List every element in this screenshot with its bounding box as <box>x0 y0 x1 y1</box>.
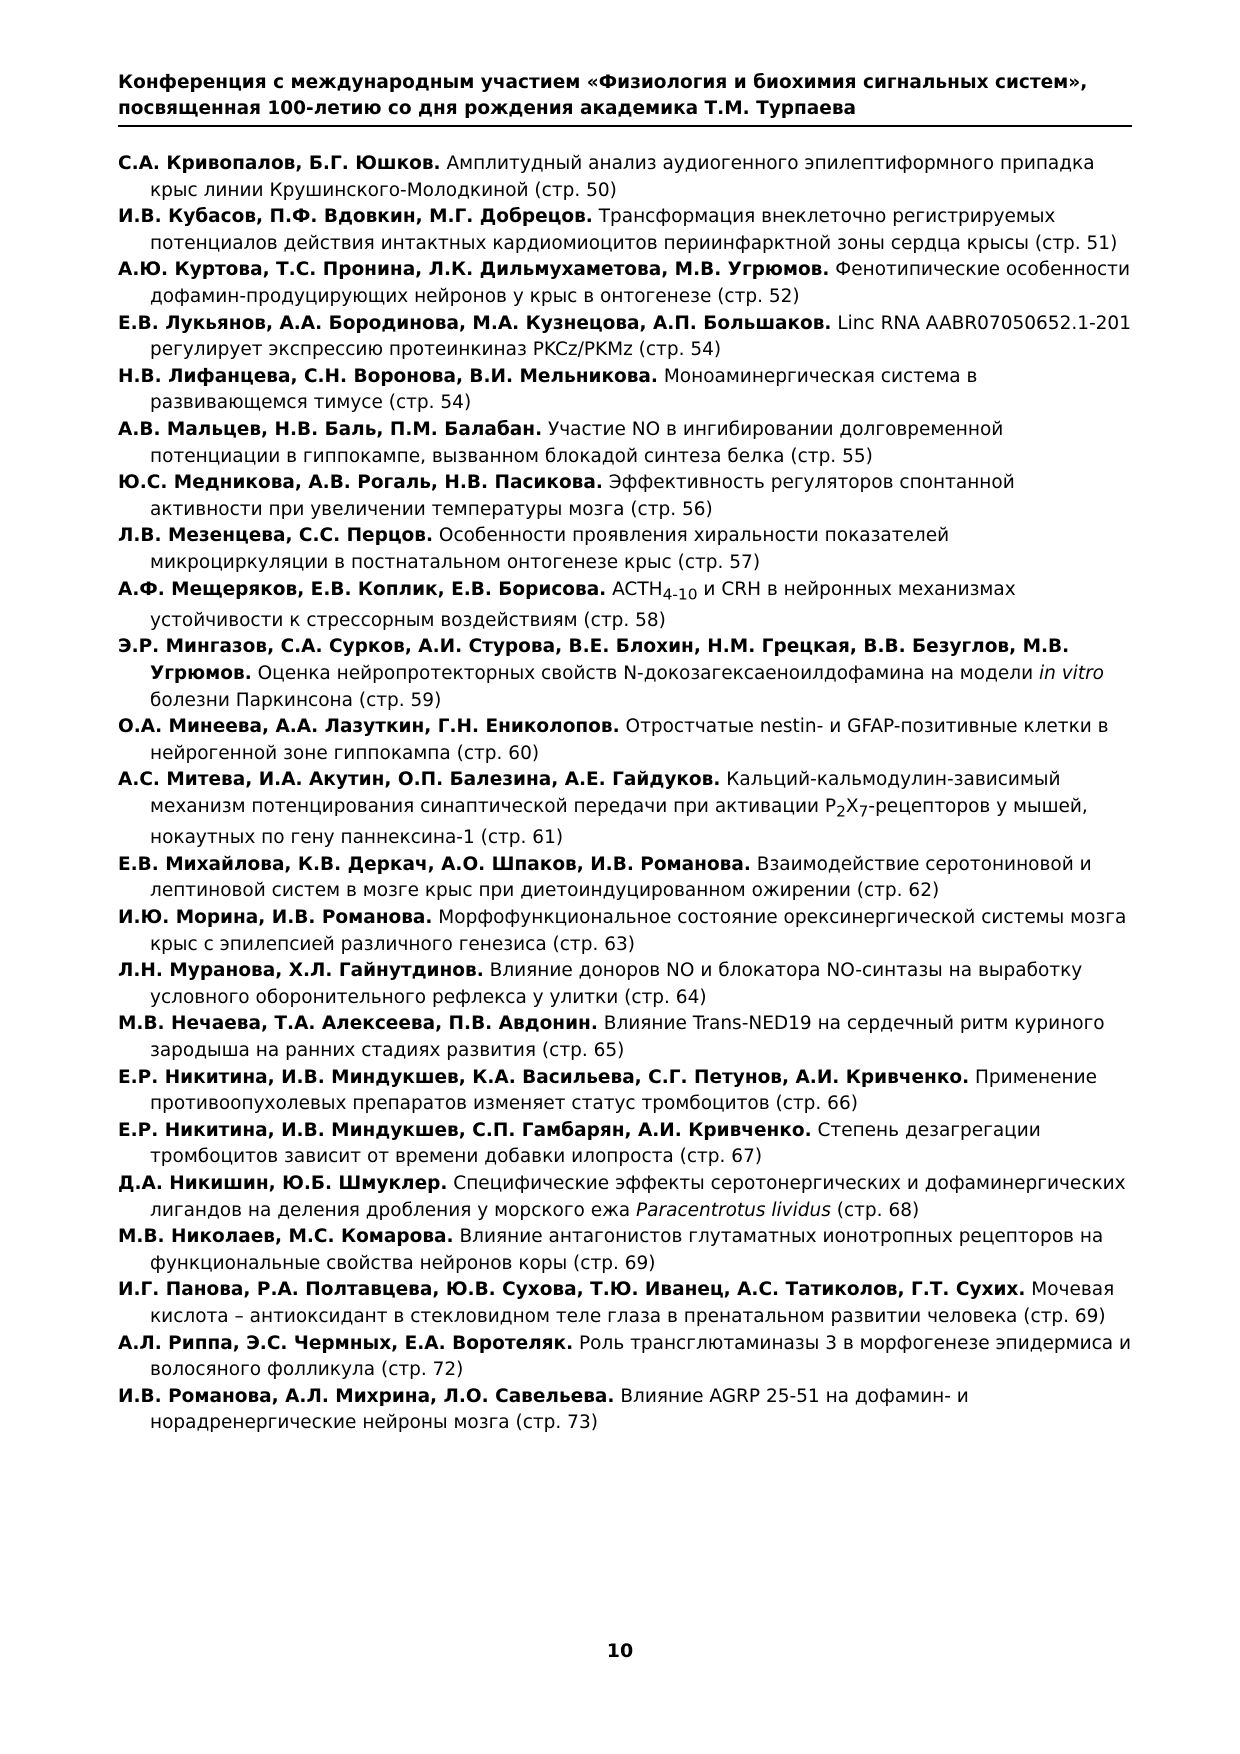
entry-title: Амплитудный анализ аудиогенного эпилептиформного припадка крыс линии Крушинского-Молодкиной (стр. 50) <box>150 153 1095 201</box>
header-line-1: Конференция с международным участием «Физиология и биохимия сигнальных систем», <box>118 72 1088 93</box>
entry-title-part: Оценка нейропротекторных свойств N-докозагексаеноилдофамина на модели <box>251 662 1039 684</box>
list-item <box>118 1171 1132 1224</box>
entry-authors: И.Ю. Морина, И.В. Романова. <box>118 907 433 928</box>
entry-authors: А.Л. Риппа, Э.С. Чермных, Е.А. Воротеляк. <box>118 1332 574 1354</box>
entry-title: Влияние доноров NO и блокатора NO-синтазы на выработку условного оборонительного рефлекса у улитки (стр. 64) <box>150 960 1083 1008</box>
entry-authors: А.В. Мальцев, Н.В. Баль, П.М. Балабан. <box>118 418 543 440</box>
entry-title-subscript: 4-10 <box>662 585 698 604</box>
entry-title-part: Кальций-кальмодулин-зависимый механизм потенцирования синаптической передачи при активации P <box>150 769 1061 817</box>
list-item <box>118 714 1132 767</box>
list-item <box>118 204 1132 257</box>
entry-title: Фенотипические особенности дофамин-продуцирующих нейронов у крыс в онтогенезе (стр. 52) <box>150 259 1130 307</box>
entry-title: Эффективность регуляторов спонтанной активности при увеличении температуры мозга (стр. 56) <box>150 472 1015 520</box>
entry-authors: Е.В. Михайлова, К.В. Деркач, А.О. Шпаков, И.В. Романова. <box>118 853 751 875</box>
entry-title-part: X <box>845 795 859 817</box>
entry-authors: С.А. Кривопалов, Б.Г. Юшков. <box>118 153 441 174</box>
list-item <box>118 523 1132 576</box>
entry-title: Влияние Trans-NED19 на сердечный ритм куриного зародыша на ранних стадиях развития (стр. 65) <box>150 1013 1105 1061</box>
entry-title-subscript: 7 <box>858 802 869 821</box>
entry-title: Роль трансглютаминазы 3 в морфогенезе эпидермиса и волосяного фолликула (стр. 72) <box>150 1332 1132 1381</box>
entry-title: Моноаминергическая система в развивающемся тимусе (стр. 54) <box>150 365 978 414</box>
entry-title-subscript: 2 <box>836 802 846 821</box>
list-item <box>118 1065 1132 1118</box>
list-item <box>118 958 1132 1011</box>
entry-title-italic: Paracentrotus lividus <box>636 1199 831 1221</box>
entry-authors: О.А. Минеева, А.А. Лазуткин, Г.Н. Ениколопов. <box>118 716 620 738</box>
entry-authors: Э.Р. Мингазов, С.А. Сурков, А.И. Стурова, В.Е. Блохин, Н.М. Грецкая, В.В. Безуглов, М.В. Угрюмов. <box>118 636 1070 684</box>
conference-header <box>118 70 1132 122</box>
entry-authors: Д.А. Никишин, Ю.Б. Шмуклер. <box>118 1172 448 1194</box>
list-item <box>118 151 1132 204</box>
list-item <box>118 1331 1132 1384</box>
entry-title: Влияние антагонистов глутаматных ионотропных рецепторов на функциональные свойства нейронов коры (стр. 69) <box>150 1226 1104 1274</box>
entry-title-part: (стр. 68) <box>830 1199 920 1221</box>
entry-authors: Ю.С. Медникова, А.В. Рогаль, Н.В. Пасикова. <box>118 472 603 494</box>
entry-title-part: -рецепторов у мышей, нокаутных по гену паннексина-1 (стр. 61) <box>150 795 1088 849</box>
entry-title: Трансформация внеклеточно регистрируемых потенциалов действия интактных кардиомиоцитов периинфарктной зоны сердца крысы (стр. 51) <box>150 206 1118 254</box>
list-item <box>118 905 1132 958</box>
entry-authors: Н.В. Лифанцева, С.Н. Воронова, В.И. Мельникова. <box>118 365 658 387</box>
entry-title: Linc RNA AABR07050652.1-201 регулирует экспрессию протеинкиназ PKCz/PKMz (стр. 54) <box>150 312 1131 361</box>
entry-title: Морфофункциональное состояние орексинергической системы мозга крыс с эпилепсией различного генезиса (стр. 63) <box>150 907 1127 955</box>
list-item <box>118 1224 1132 1277</box>
entry-authors: И.В. Кубасов, П.Ф. Вдовкин, М.Г. Добрецов. <box>118 206 593 228</box>
list-item <box>118 1384 1132 1437</box>
list-item <box>118 311 1132 364</box>
entry-title: Участие NO в ингибировании долговременной потенциации в гиппокампе, вызванном блокадой синтеза белка (стр. 55) <box>150 418 1004 467</box>
list-item <box>118 1118 1132 1171</box>
header-divider <box>118 125 1132 127</box>
entry-authors: А.Ю. Куртова, Т.С. Пронина, Л.К. Дильмухаметова, М.В. Угрюмов. <box>118 259 830 281</box>
entry-title: Мочевая кислота – антиоксидант в стекловидном теле глаза в пренатальном развитии человека (стр. 69) <box>150 1279 1115 1327</box>
list-item <box>118 1277 1132 1330</box>
entry-authors: Л.В. Мезенцева, С.С. Перцов. <box>118 525 433 547</box>
entry-title: Степень дезагрегации тромбоцитов зависит от времени добавки илопроста (стр. 67) <box>150 1119 1041 1168</box>
page-number: 10 <box>606 1640 634 1662</box>
entry-title: Отростчатые nestin- и GFAP-позитивные клетки в нейрогенной зоне гиппокампа (стр. 60) <box>150 716 1109 764</box>
entry-title-part: Специфические эффекты серотонергических и дофаминергических лигандов на деления дробления у морского ежа <box>150 1172 1126 1221</box>
list-item <box>118 577 1132 635</box>
list-item <box>118 364 1132 417</box>
entry-authors: Е.Р. Никитина, И.В. Миндукшев, С.П. Гамбарян, А.И. Кривченко. <box>118 1119 812 1141</box>
list-item <box>118 634 1132 714</box>
list-item <box>118 767 1132 851</box>
entry-authors: М.В. Николаев, М.С. Комарова. <box>118 1226 454 1248</box>
list-item <box>118 1011 1132 1064</box>
entry-title: Взаимодействие серотониновой и лептиновой систем в мозге крыс при диетоиндуцированном ожирении (стр. 62) <box>150 853 1092 902</box>
list-item <box>118 852 1132 905</box>
entry-authors: Е.В. Лукьянов, А.А. Бородинова, М.А. Кузнецова, А.П. Большаков. <box>118 312 832 334</box>
list-item <box>118 257 1132 310</box>
entry-authors: А.С. Митева, И.А. Акутин, О.П. Балезина, А.Е. Гайдуков. <box>118 769 721 791</box>
entry-title: Применение противоопухолевых препаратов изменяет статус тромбоцитов (стр. 66) <box>150 1066 1098 1115</box>
entry-title-part: ACTH <box>606 578 663 600</box>
list-item <box>118 417 1132 470</box>
entry-authors: М.В. Нечаева, Т.А. Алексеева, П.В. Авдонин. <box>118 1013 598 1035</box>
entry-authors: И.В. Романова, А.Л. Михрина, Л.О. Савельева. <box>118 1385 615 1407</box>
header-line-2: посвященная 100-летию со дня рождения академика Т.М. Турпаева <box>118 98 857 119</box>
entry-authors: Л.Н. Муранова, Х.Л. Гайнутдинов. <box>118 960 484 982</box>
entry-authors: А.Ф. Мещеряков, Е.В. Коплик, Е.В. Борисова. <box>118 578 607 600</box>
list-item <box>118 470 1132 523</box>
entry-authors: И.Г. Панова, Р.А. Полтавцева, Ю.В. Сухова, Т.Ю. Иванец, А.С. Татиколов, Г.Т. Сухих. <box>118 1279 1026 1301</box>
entry-title: Влияние AGRP 25-51 на дофамин- и норадренергические нейроны мозга (стр. 73) <box>150 1385 969 1434</box>
entry-title-part: болезни Паркинсона (стр. 59) <box>150 689 442 711</box>
entry-authors: Е.Р. Никитина, И.В. Миндукшев, К.А. Васильева, С.Г. Петунов, А.И. Кривченко. <box>118 1066 970 1088</box>
contents-list <box>118 151 1132 1437</box>
entry-title: Особенности проявления хиральности показателей микроциркуляции в постнатальном онтогенезе крыс (стр. 57) <box>150 525 950 573</box>
entry-title-part: и CRH в нейронных механизмах устойчивости к стрессорным воздействиям (стр. 58) <box>150 578 1016 631</box>
entry-title-italic: in vitro <box>1038 662 1104 684</box>
